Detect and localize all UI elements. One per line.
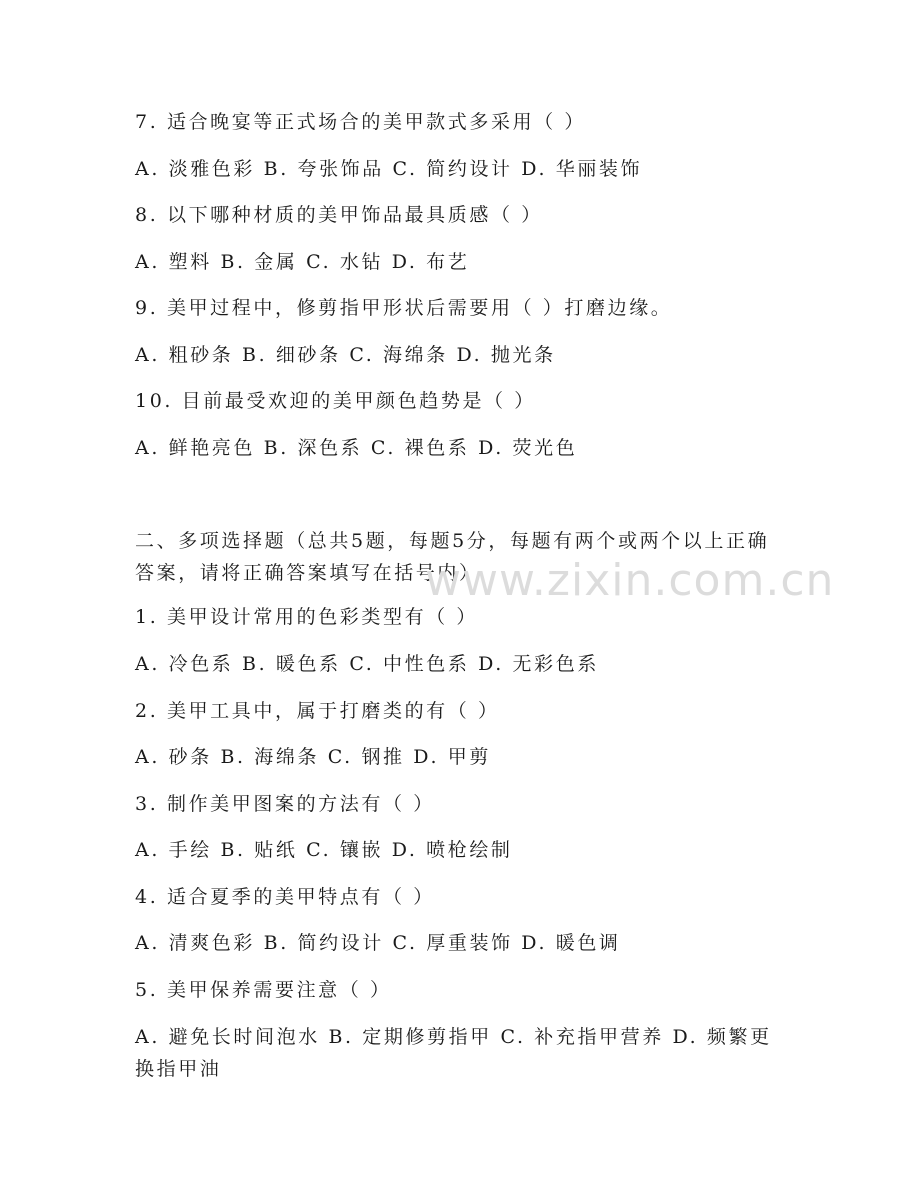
multi-question-1-options: A. 冷色系 B. 暖色系 C. 中性色系 D. 无彩色系 bbox=[135, 653, 599, 675]
multi-question-5-options: A. 避免长时间泡水 B. 定期修剪指甲 C. 补充指甲营养 D. 频繁更换指甲油 bbox=[135, 1026, 772, 1080]
question-9: 9. 美甲过程中，修剪指甲形状后需要用（ ）打磨边缘。 bbox=[135, 297, 673, 319]
question-7-options: A. 淡雅色彩 B. 夸张饰品 C. 简约设计 D. 华丽装饰 bbox=[135, 158, 643, 180]
multi-question-3: 3. 制作美甲图案的方法有（ ） bbox=[135, 793, 435, 815]
multi-question-4-options: A. 清爽色彩 B. 简约设计 C. 厚重装饰 D. 暖色调 bbox=[135, 932, 621, 954]
question-8: 8. 以下哪种材质的美甲饰品最具质感（ ） bbox=[135, 204, 543, 226]
question-8-options: A. 塑料 B. 金属 C. 水钻 D. 布艺 bbox=[135, 251, 470, 273]
question-7: 7. 适合晚宴等正式场合的美甲款式多采用（ ） bbox=[135, 111, 587, 133]
question-10: 10. 目前最受欢迎的美甲颜色趋势是（ ） bbox=[135, 390, 536, 412]
question-10-options: A. 鲜艳亮色 B. 深色系 C. 裸色系 D. 荧光色 bbox=[135, 437, 578, 459]
multi-question-2-options: A. 砂条 B. 海绵条 C. 钢推 D. 甲剪 bbox=[135, 746, 491, 768]
multi-choice-section-heading: 二、多项选择题（总共5题，每题5分，每题有两个或两个以上正确答案，请将正确答案填写在括号内） bbox=[135, 530, 770, 584]
multi-question-5: 5. 美甲保养需要注意（ ） bbox=[135, 979, 392, 1001]
site-watermark: www.zixin.com.cn bbox=[425, 555, 835, 606]
multi-question-1: 1. 美甲设计常用的色彩类型有（ ） bbox=[135, 606, 479, 628]
multi-question-3-options: A. 手绘 B. 贴纸 C. 镶嵌 D. 喷枪绘制 bbox=[135, 839, 513, 861]
question-9-options: A. 粗砂条 B. 细砂条 C. 海绵条 D. 抛光条 bbox=[135, 344, 556, 366]
multi-question-4: 4. 适合夏季的美甲特点有（ ） bbox=[135, 886, 435, 908]
multi-question-2: 2. 美甲工具中，属于打磨类的有（ ） bbox=[135, 700, 500, 722]
